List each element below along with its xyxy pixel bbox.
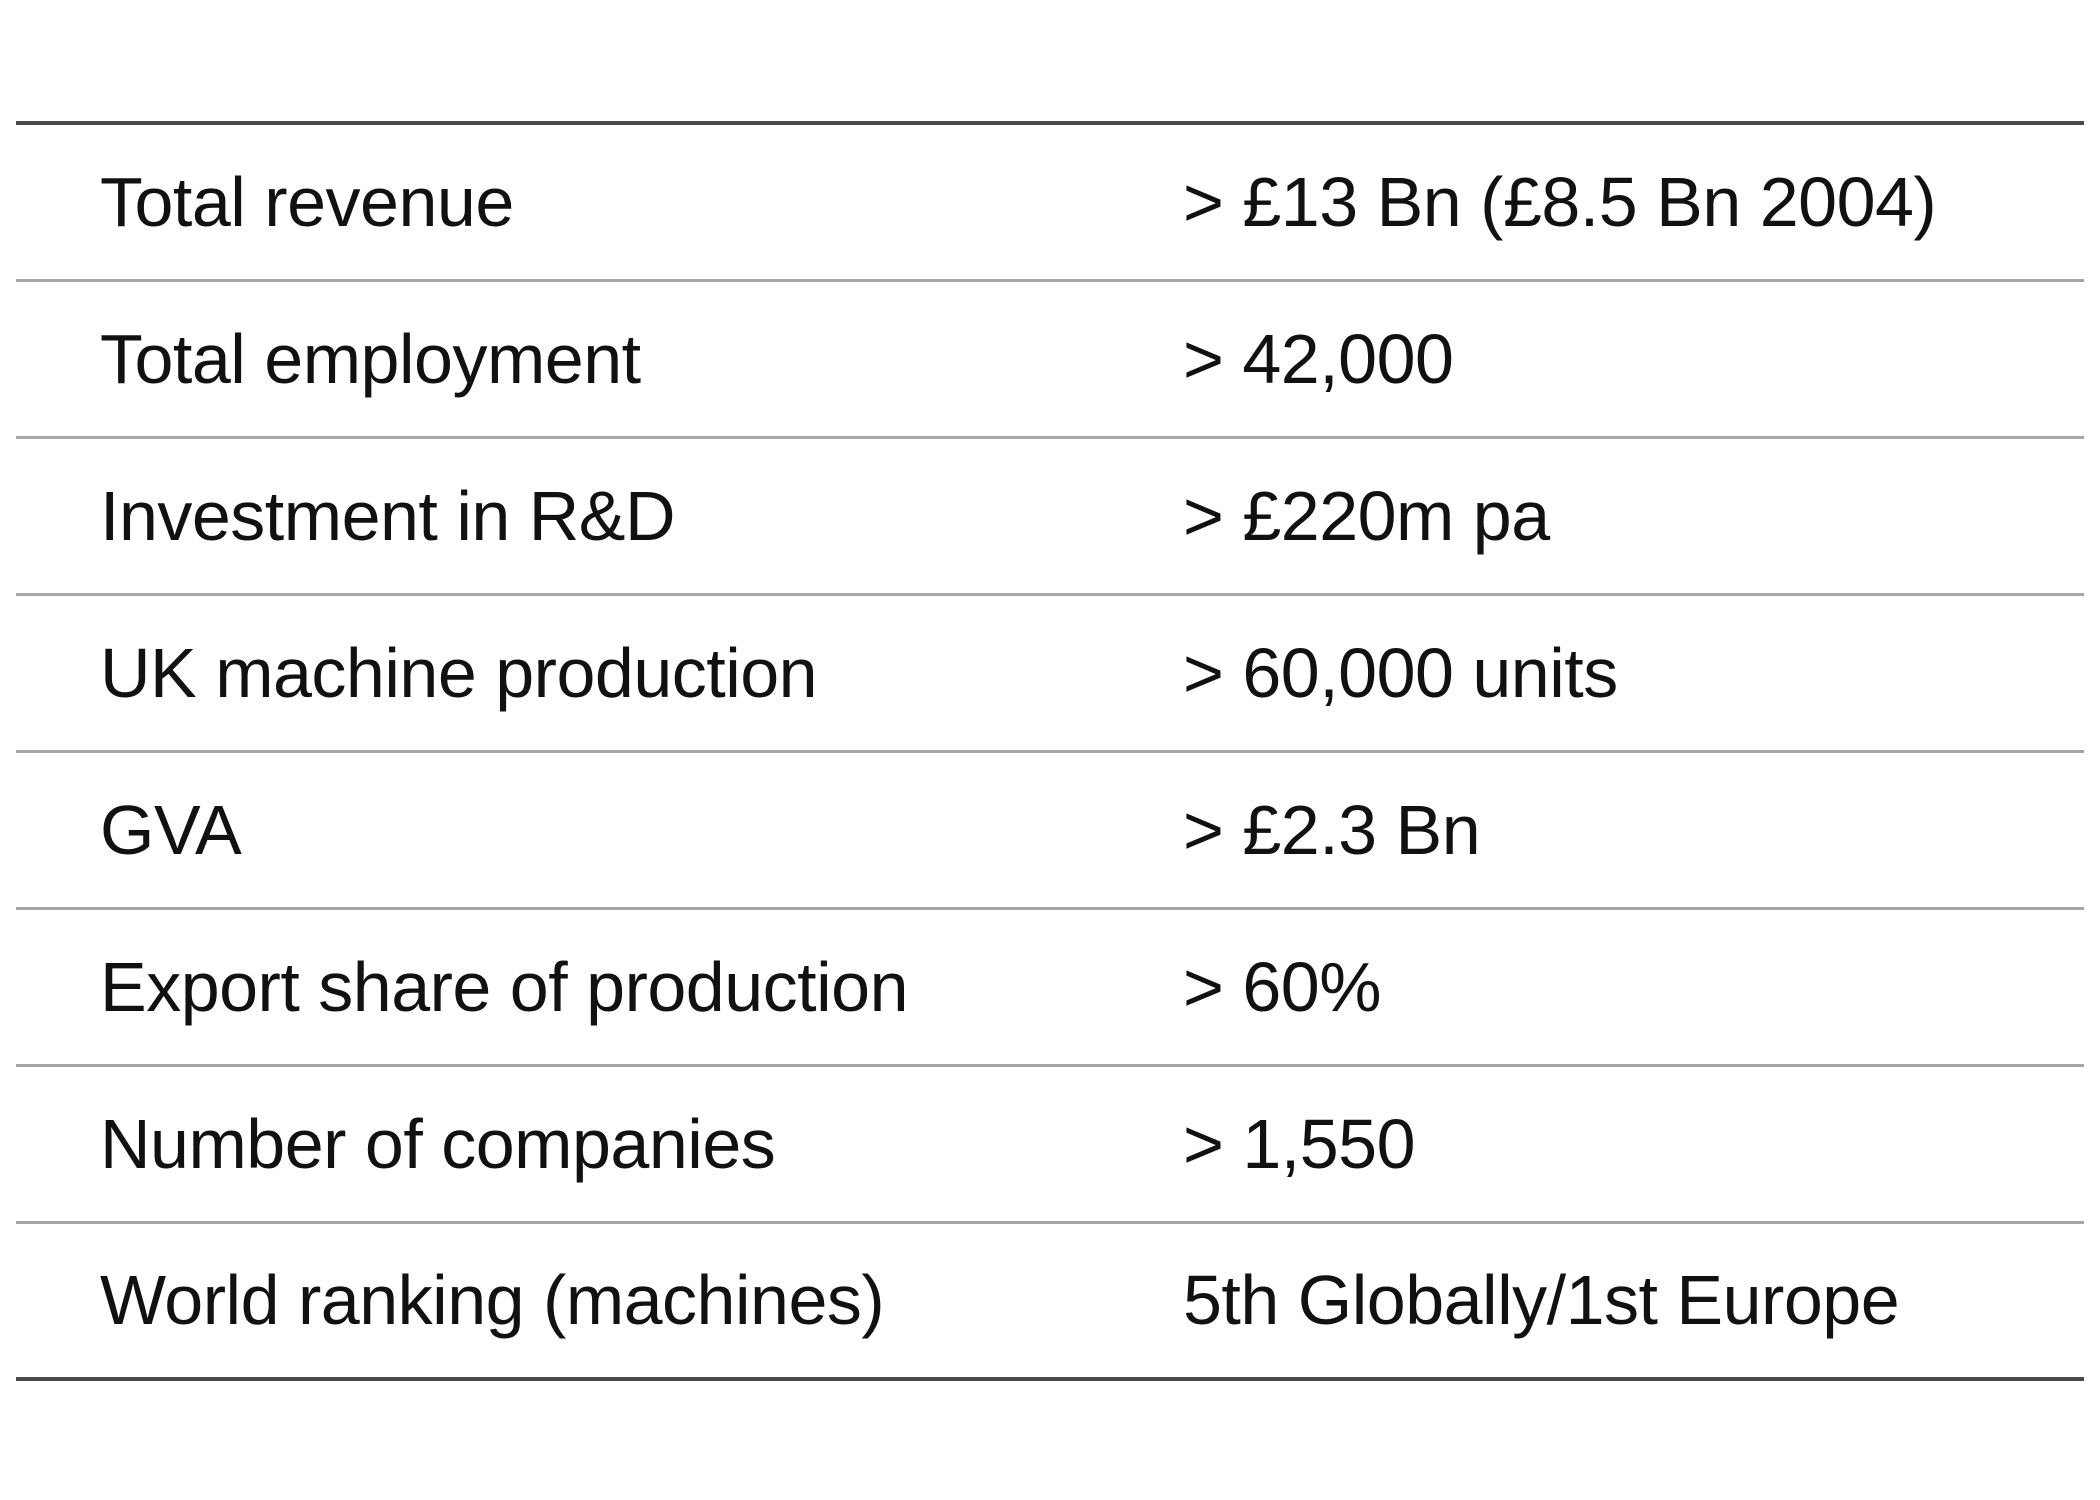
- row-value: > £220m pa: [1183, 476, 1550, 555]
- table-row: [16, 751, 2084, 908]
- statistics-table-body: [16, 123, 2084, 1379]
- row-label: Number of companies: [100, 1104, 776, 1183]
- row-value: > £2.3 Bn: [1183, 790, 1481, 869]
- table-row: [16, 437, 2084, 594]
- table-row: [16, 594, 2084, 751]
- row-label: World ranking (machines): [100, 1261, 885, 1340]
- row-value: > 42,000: [1183, 319, 1454, 398]
- row-value: > 60%: [1183, 947, 1381, 1026]
- row-value: 5th Globally/1st Europe: [1183, 1261, 1900, 1340]
- table-row: [16, 1065, 2084, 1222]
- row-value: > £13 Bn (£8.5 Bn 2004): [1183, 162, 1937, 241]
- row-label: GVA: [100, 790, 242, 869]
- row-label: Export share of production: [100, 947, 909, 1026]
- row-value: > 60,000 units: [1183, 633, 1618, 712]
- row-label: Total employment: [100, 319, 641, 398]
- row-value: > 1,550: [1183, 1104, 1415, 1183]
- row-label: Total revenue: [100, 162, 514, 241]
- row-label: UK machine production: [100, 633, 818, 712]
- table-row: [16, 123, 2084, 280]
- table-row: [16, 1222, 2084, 1379]
- table-row: [16, 908, 2084, 1065]
- statistics-table: [16, 121, 2084, 1381]
- table-row: [16, 280, 2084, 437]
- row-label: Investment in R&D: [100, 476, 676, 555]
